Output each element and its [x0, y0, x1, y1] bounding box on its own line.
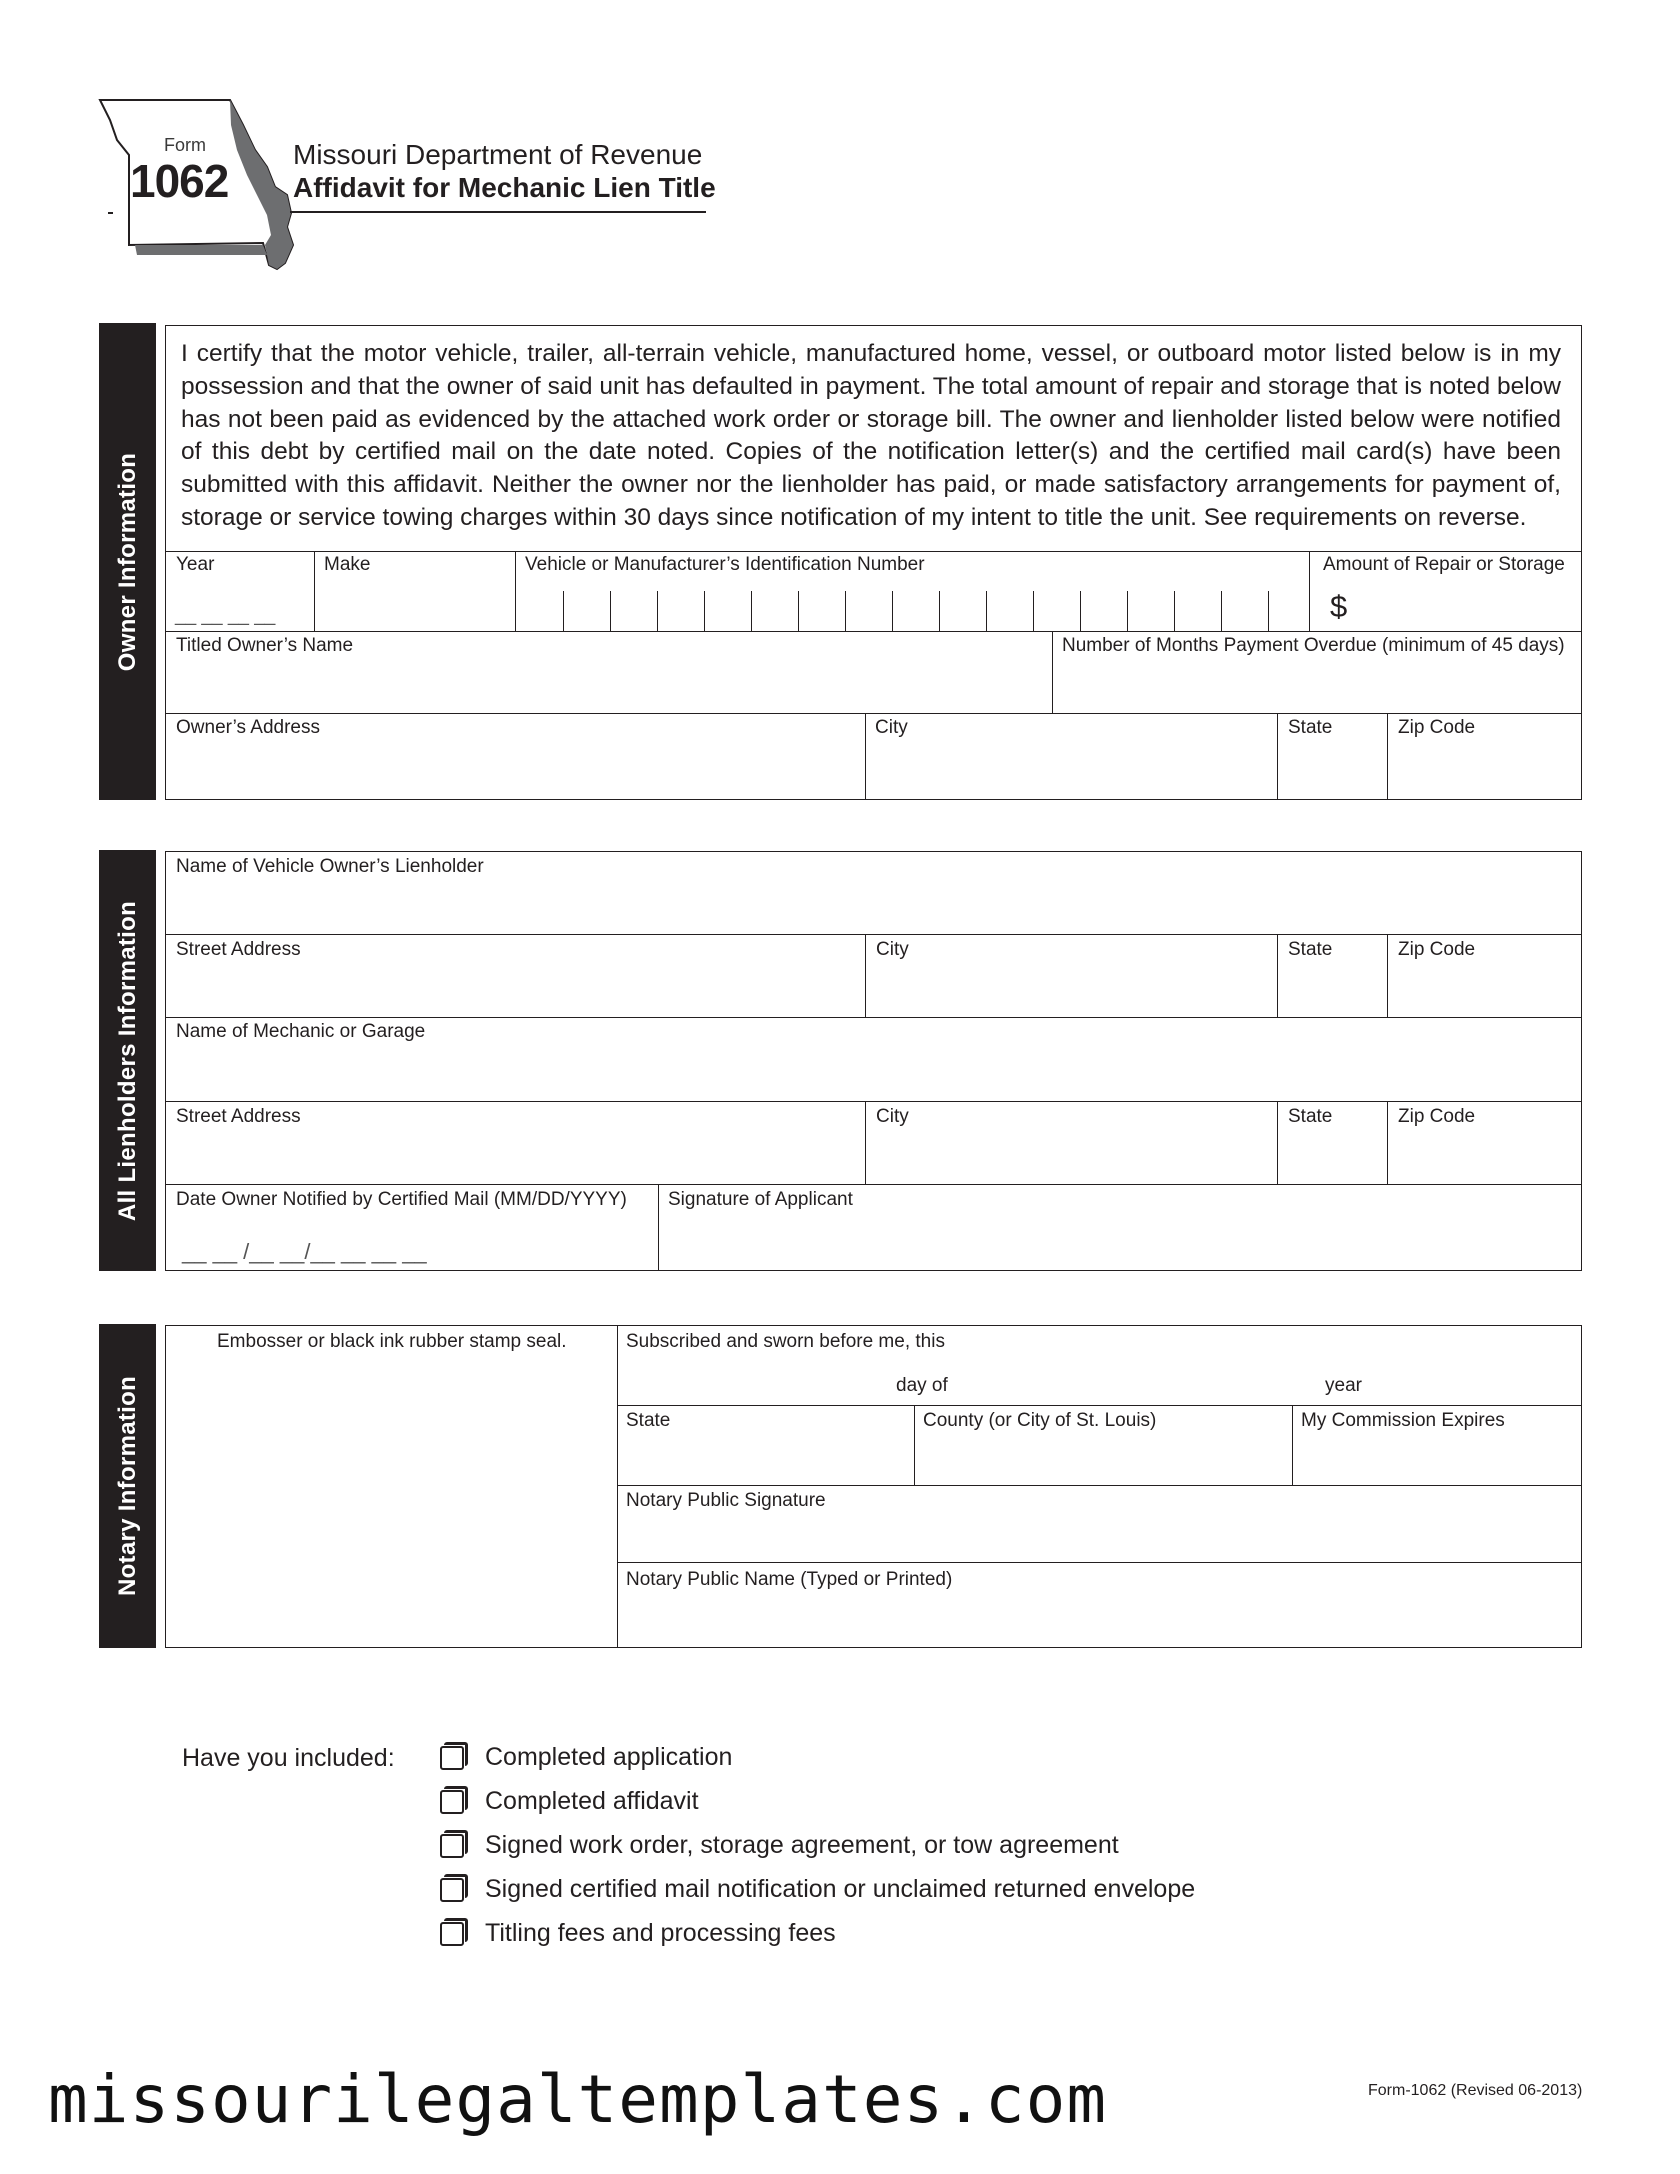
mechanic-zip-label: Zip Code: [1398, 1106, 1476, 1127]
form-revision: Form-1062 (Revised 06-2013): [1368, 2082, 1583, 2099]
lienholder-name-label: Name of Vehicle Owner’s Lienholder: [176, 856, 484, 877]
vin-separator: [751, 591, 752, 631]
section-notary-label: Notary Information: [113, 1375, 141, 1597]
mechanic-name-field[interactable]: [168, 1045, 1580, 1099]
section-tab-owner: [99, 323, 156, 800]
certification-text: I certify that the motor vehicle, trailer, all-terrain vehicle, manufactured home, vessel, or outboard motor listed below is in my possession and that the owner of said unit has defaulted in payment. The total amount of repair and storage that is noted below has not been paid as evidenced by the attached work order or storage bill. The owner and lienholder listed below were notified of this debt by certified mail on the date noted. Copies of the notification letter(s) and the certified mail card(s) have been submitted with this affidavit. Neither the owner nor the lienholder has paid, or made satisfactory arrangements for payment of, storage or service towing charges within 30 days since notification of my intent to title the unit. See requirements on reverse.: [181, 340, 1561, 531]
mechanic-street-field[interactable]: [168, 1129, 863, 1182]
notary-state-field[interactable]: [620, 1433, 912, 1483]
checklist-item-label: Signed certified mail notification or unclaimed returned envelope: [485, 1875, 1196, 1903]
notary-signature-label: Notary Public Signature: [626, 1490, 826, 1511]
notary-signature-field[interactable]: [620, 1513, 1580, 1560]
form-word: Form: [164, 135, 206, 155]
department-name: Missouri Department of Revenue: [293, 139, 703, 170]
year-of-label: year: [1325, 1375, 1362, 1396]
checklist-item-label: Completed affidavit: [485, 1787, 699, 1815]
section-lienholders-label: All Lienholders Information: [113, 900, 141, 1221]
date-notified-label: Date Owner Notified by Certified Mail (MM/DD/YYYY): [176, 1189, 627, 1210]
vin-separator: [610, 591, 611, 631]
lienholder-zip-label: Zip Code: [1398, 939, 1476, 960]
date-blank: __ __ /__ __/__ __ __ __: [182, 1239, 427, 1264]
owner-city-label: City: [875, 717, 908, 738]
checklist-item[interactable]: [440, 1874, 1200, 1906]
checklist-item[interactable]: [440, 1742, 900, 1774]
lienholder-state-label: State: [1288, 939, 1333, 960]
vin-separator: [845, 591, 846, 631]
applicant-signature-field[interactable]: [661, 1212, 1580, 1269]
checkbox-icon[interactable]: [440, 1786, 468, 1814]
vin-separator: [704, 591, 705, 631]
notary-state-label: State: [626, 1410, 671, 1431]
checklist-item[interactable]: [440, 1918, 900, 1950]
sworn-label: Subscribed and sworn before me, this: [626, 1331, 945, 1352]
checkbox-icon[interactable]: [440, 1874, 468, 1902]
vin-label: Vehicle or Manufacturer’s Identification Number: [525, 554, 925, 575]
vin-separator: [1033, 591, 1034, 631]
owner-address-field[interactable]: [168, 740, 863, 798]
owner-zip-field[interactable]: [1390, 740, 1580, 798]
titled-owner-field[interactable]: [168, 658, 1050, 711]
sworn-day-field[interactable]: [626, 1370, 891, 1400]
mechanic-name-label: Name of Mechanic or Garage: [176, 1021, 426, 1042]
vin-separator: [1221, 591, 1222, 631]
owner-city-field[interactable]: [868, 740, 1275, 798]
lienholder-state-field[interactable]: [1280, 962, 1385, 1015]
lienholder-city-label: City: [876, 939, 909, 960]
checklist-item[interactable]: [440, 1786, 900, 1818]
notary-county-field[interactable]: [917, 1433, 1290, 1483]
vin-separator: [1268, 591, 1269, 631]
mechanic-street-label: Street Address: [176, 1106, 301, 1127]
watermark-text: missourilegaltemplates.com: [48, 2061, 1108, 2138]
lienholder-zip-field[interactable]: [1390, 962, 1580, 1015]
owner-state-label: State: [1288, 717, 1333, 738]
checklist-item-label: Signed work order, storage agreement, or tow agreement: [485, 1831, 1119, 1859]
vin-separator: [563, 591, 564, 631]
year-label: Year: [176, 554, 215, 575]
mechanic-zip-field[interactable]: [1390, 1129, 1580, 1182]
seal-area: [168, 1355, 615, 1645]
mechanic-state-label: State: [1288, 1106, 1333, 1127]
months-overdue-label: Number of Months Payment Overdue (minimum of 45 days): [1062, 635, 1565, 656]
vin-separator: [939, 591, 940, 631]
checklist-item[interactable]: [440, 1830, 1140, 1862]
page-title: Affidavit for Mechanic Lien Title: [293, 172, 716, 203]
vin-separator: [1174, 591, 1175, 631]
applicant-signature-label: Signature of Applicant: [668, 1189, 853, 1210]
checklist-item-label: Titling fees and processing fees: [485, 1919, 836, 1947]
owner-zip-label: Zip Code: [1398, 717, 1476, 738]
title-underline: [290, 211, 706, 213]
section-tab-notary: [99, 1324, 156, 1648]
vin-field[interactable]: [518, 575, 1307, 629]
amount-field[interactable]: [1312, 575, 1580, 629]
owner-state-field[interactable]: [1280, 740, 1385, 798]
months-overdue-field[interactable]: [1055, 658, 1580, 711]
vin-separator: [892, 591, 893, 631]
checklist-prompt: Have you included:: [182, 1744, 395, 1772]
owner-address-label: Owner’s Address: [176, 717, 320, 738]
amount-label: Amount of Repair or Storage: [1323, 554, 1565, 575]
lienholder-name-field[interactable]: [168, 880, 1580, 932]
titled-owner-label: Titled Owner’s Name: [176, 635, 354, 656]
section-tab-lienholders: [99, 850, 156, 1271]
notary-county-label: County (or City of St. Louis): [923, 1410, 1157, 1431]
day-of-label: day of: [896, 1375, 948, 1396]
checklist-item-label: Completed application: [485, 1743, 733, 1771]
section-owner-label: Owner Information: [113, 452, 141, 671]
checkbox-icon[interactable]: [440, 1918, 468, 1946]
make-label: Make: [324, 554, 371, 575]
checkbox-icon[interactable]: [440, 1830, 468, 1858]
commission-expires-label: My Commission Expires: [1301, 1410, 1505, 1431]
notary-name-field[interactable]: [620, 1592, 1580, 1645]
form-number: 1062: [130, 155, 229, 207]
lienholder-street-label: Street Address: [176, 939, 301, 960]
notary-name-label: Notary Public Name (Typed or Printed): [626, 1569, 953, 1590]
checkbox-icon[interactable]: [440, 1742, 468, 1770]
mechanic-city-field[interactable]: [868, 1129, 1275, 1182]
make-field[interactable]: [317, 575, 513, 629]
mechanic-state-field[interactable]: [1280, 1129, 1385, 1182]
lienholder-street-field[interactable]: [168, 962, 863, 1015]
vin-separator: [1080, 591, 1081, 631]
vin-separator: [986, 591, 987, 631]
commission-expires-field[interactable]: [1295, 1433, 1580, 1483]
vin-separator: [798, 591, 799, 631]
year-blank: __ __ __ __: [175, 605, 276, 626]
vin-separator: [657, 591, 658, 631]
vin-separator: [1127, 591, 1128, 631]
dollar-sign: $: [1330, 589, 1348, 624]
lienholder-city-field[interactable]: [868, 962, 1275, 1015]
sworn-month-field[interactable]: [957, 1370, 1322, 1400]
mechanic-city-label: City: [876, 1106, 909, 1127]
seal-label: Embosser or black ink rubber stamp seal.: [217, 1331, 567, 1352]
